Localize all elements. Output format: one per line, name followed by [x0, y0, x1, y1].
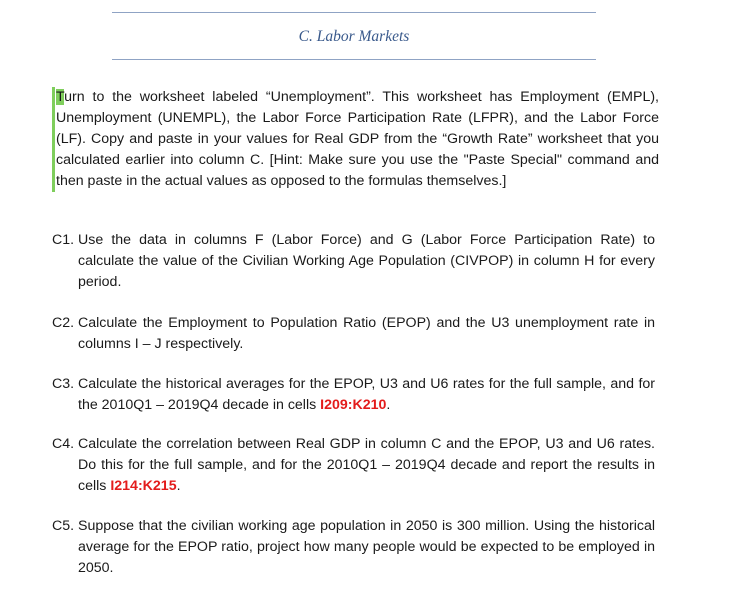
- bottom-rule: [112, 59, 596, 60]
- question-text: Calculate the historical averages for the EPOP, U3 and U6 rates for the full sample, and for the 2010Q1 – 2019Q4 decade in cells: [78, 376, 655, 413]
- intro-paragraph[interactable]: [52, 87, 659, 192]
- top-rule: [112, 12, 596, 13]
- cell-range-highlight: I214:K215: [110, 478, 177, 494]
- cell-range-highlight: I209:K210: [320, 397, 387, 413]
- question-number: C5.: [52, 518, 75, 534]
- question-text: Use the data in columns F (Labor Force) and G (Labor Force Participation Rate) to calculate the value of the Civilian Working Age Population (CIVPOP) in column H for every period.: [78, 232, 655, 290]
- question-number: C3.: [52, 376, 75, 392]
- question-number: C4.: [52, 436, 75, 452]
- question-number: C2.: [52, 315, 75, 331]
- question-c3: [52, 374, 655, 416]
- question-text-wrapper: [78, 374, 655, 416]
- text-cursor-selection: T: [56, 89, 65, 105]
- question-text: Calculate the Employment to Population Ratio (EPOP) and the U3 unemployment rate in columns I – J respectively.: [78, 315, 655, 352]
- question-c1: [52, 230, 655, 293]
- question-c2: [52, 313, 655, 355]
- question-c5: [52, 516, 655, 579]
- question-text-wrapper: [78, 434, 655, 497]
- question-suffix: .: [176, 478, 181, 494]
- question-c4: [52, 434, 655, 497]
- question-suffix: .: [386, 397, 391, 413]
- question-number: C1.: [52, 232, 75, 248]
- question-text: Suppose that the civilian working age population in 2050 is 300 million. Using the historical average for the EPOP ratio, project how many people would be expected to be employed in 2050.: [78, 518, 655, 576]
- intro-text: urn to the worksheet labeled “Unemployment”. This worksheet has Employment (EMPL), Unemployment (UNEMPL), the Labor Force Participation Rate (LFPR), and the Labor Force (LF). Copy and paste in your values for Real GDP from the “Growth Rate” worksheet that you calculated earlier into column C. [Hint: Make sure you use the "Paste Special" command and then paste in the actual values as opposed to the formulas themselves.]: [56, 89, 659, 189]
- question-text: Calculate the correlation between Real GDP in column C and the EPOP, U3 and U6 rates. Do this for the full sample, and for the 2010Q1 – 2019Q4 decade and report the results in cells: [78, 436, 655, 494]
- section-title: C. Labor Markets: [298, 28, 410, 45]
